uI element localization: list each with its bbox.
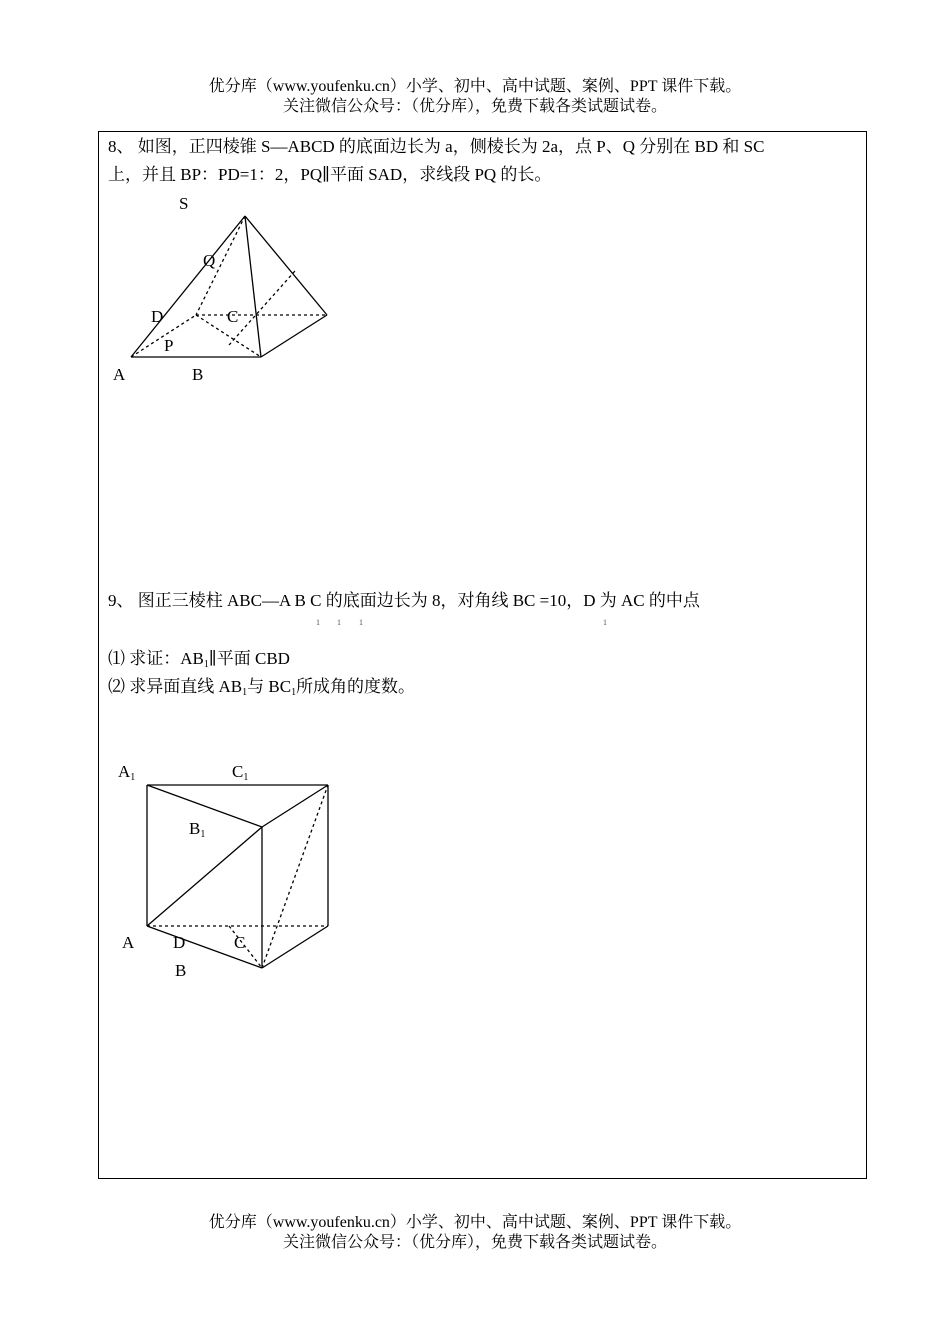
edge-SB bbox=[245, 216, 261, 357]
prism-label-C1-letter: C bbox=[232, 762, 244, 781]
q9-sub-mark-4: 1 bbox=[603, 618, 607, 627]
pyramid-label-Q: Q bbox=[203, 251, 216, 270]
prism-label-B1 bbox=[189, 819, 205, 845]
q9-part-1-sub: 1 bbox=[203, 659, 209, 670]
prism-label-B1-letter: B bbox=[189, 819, 201, 838]
pyramid-label-C: C bbox=[227, 307, 239, 326]
prism-label-B1-sub: 1 bbox=[200, 829, 206, 840]
header-line-2: 关注微信公众号：（优分库），免费下载各类试题试卷。 bbox=[282, 98, 667, 115]
prism-label-C: C bbox=[234, 933, 246, 952]
edge-SC bbox=[245, 216, 327, 315]
q9-part-2 bbox=[108, 673, 415, 707]
pyramid-label-B: B bbox=[192, 365, 204, 384]
q9-text-line-1: 9、 图正三棱柱 ABC—A B C 的底面边长为 8，对角线 BC =10，D 为 AC 的中点 bbox=[108, 591, 700, 610]
pyramid-label-A: A bbox=[113, 365, 126, 384]
q9-part-2-mid: 与 BC bbox=[247, 677, 292, 696]
segment-PQ-hidden bbox=[229, 271, 295, 345]
edge-BC bbox=[261, 315, 327, 357]
q9-sub-mark-1: 1 bbox=[316, 618, 320, 627]
q9-sub-mark-2: 1 bbox=[337, 618, 341, 627]
q8-text-line-2: 上，并且 BP：PD=1：2，PQ∥平面 SAD，求线段 PQ 的长。 bbox=[108, 165, 552, 184]
prism-label-A1-letter: A bbox=[118, 762, 131, 781]
prism-label-C1-sub: 1 bbox=[243, 772, 249, 783]
footer-line-2: 关注微信公众号：（优分库），免费下载各类试题试卷。 bbox=[282, 1234, 667, 1251]
prism-label-A1-sub: 1 bbox=[130, 772, 136, 783]
prism-label-A1 bbox=[118, 762, 135, 788]
prism-label-D: D bbox=[173, 933, 186, 952]
q9-part-2-prefix: ⑵ 求异面直线 AB bbox=[108, 677, 243, 696]
q9-part-2-sub-1: 1 bbox=[242, 687, 248, 698]
q8-text-line-1: 8、 如图，正四棱锥 S—ABCD 的底面边长为 a，侧棱长为 2a，点 P、Q 分别在 BD 和 SC bbox=[108, 137, 765, 156]
q9-part-1-suffix: ∥平面 CBD bbox=[208, 649, 290, 668]
footer-line-1: 优分库（www.youfenku.cn）小学、初中、高中试题、案例、PPT 课件下载。 bbox=[208, 1214, 742, 1231]
prism-label-B: B bbox=[175, 961, 187, 980]
pyramid-label-D: D bbox=[151, 307, 164, 326]
q9-part-2-suffix: 所成角的度数。 bbox=[296, 677, 416, 696]
edge-B1C1 bbox=[262, 785, 328, 827]
q9-sub-mark-3: 1 bbox=[359, 618, 363, 627]
q9-part-1-prefix: ⑴ 求证：AB bbox=[108, 649, 204, 668]
pyramid-label-P: P bbox=[164, 336, 174, 355]
q9-part-2-sub-2: 1 bbox=[291, 687, 297, 698]
prism-label-C1 bbox=[232, 762, 248, 788]
pyramid-figure bbox=[131, 216, 327, 357]
edge-BC bbox=[262, 926, 328, 968]
diag-BC1-hidden bbox=[262, 785, 328, 968]
header-line-1: 优分库（www.youfenku.cn）小学、初中、高中试题、案例、PPT 课件下载。 bbox=[208, 78, 742, 95]
pyramid-label-S: S bbox=[179, 194, 189, 213]
prism-label-A: A bbox=[122, 933, 135, 952]
